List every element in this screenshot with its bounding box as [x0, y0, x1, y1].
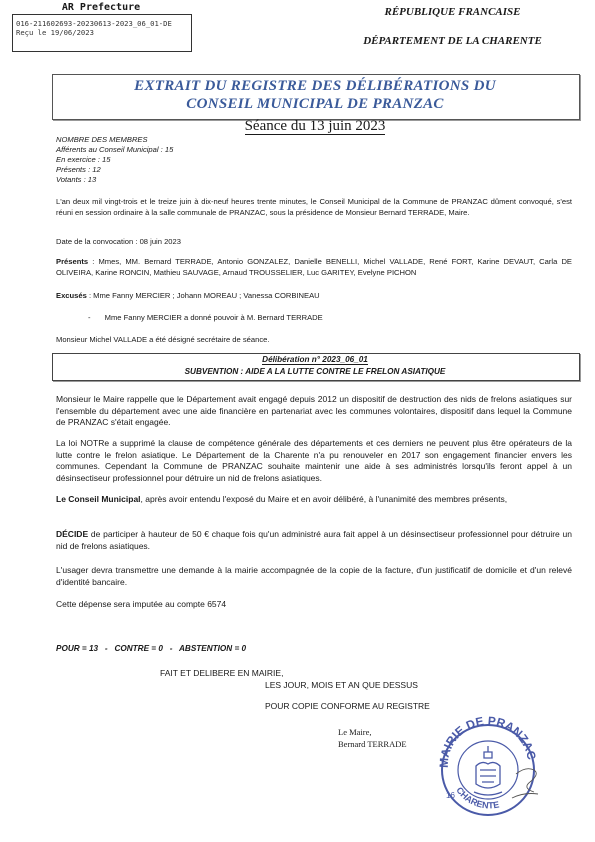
seal-number: 16	[446, 791, 455, 800]
decide-bold: DÉCIDE	[56, 529, 89, 539]
seance-date-text: Séance du 13 juin 2023	[244, 118, 386, 134]
closing-line-1: FAIT ET DELIBERE EN MAIRIE,	[160, 668, 284, 678]
body-paragraph-5: L'usager devra transmettre une demande à la mairie accompagnée de la copie de la facture, d'un justificatif de domicile et d'un relevé d'identité bancaire.	[56, 565, 572, 587]
pouvoir-line	[88, 312, 568, 323]
registre-title-line1: EXTRAIT DU REGISTRE DES DÉLIBÉRATIONS DU	[134, 78, 496, 94]
excuses-label: Excusés	[56, 291, 87, 300]
vote-results: POUR = 13 - CONTRE = 0 - ABSTENTION = 0	[56, 644, 247, 653]
members-presents: Présents : 12	[56, 165, 101, 174]
ar-prefecture-title: AR Prefecture	[61, 2, 141, 13]
body-paragraph-6: Cette dépense sera imputée au compte 6574	[56, 599, 227, 609]
members-block	[56, 135, 173, 185]
body-paragraph-1: Monsieur le Maire rappelle que le Département avait engagé depuis 2012 un dispositif de destruction des nids de frelons asiatiques sur l'ensemble du département avec une aide financière en partenariat avec les communes volontaires, dispositif dans lequel la Commune de PRANZAC s'était engagée.	[56, 394, 572, 427]
deliberation-subject: SUBVENTION : AIDE A LA LUTTE CONTRE LE FRELON ASIATIQUE	[184, 367, 446, 376]
members-afferents: Afférents au Conseil Municipal : 15	[56, 145, 174, 154]
body-paragraph-4-text: de participer à hauteur de 50 € chaque fois qu'un administré aura fait appel à un désinsectiseur professionnel pour détruire un nid de frelons asiatiques.	[56, 529, 572, 551]
ar-received-date: Reçu le 19/06/2023	[16, 28, 94, 37]
departement-heading: DÉPARTEMENT DE LA CHARENTE	[363, 35, 542, 47]
deliberation-number-text: Délibération n° 2023_06_01	[262, 355, 368, 364]
signature-title: Le Maire,	[338, 727, 372, 737]
pouvoir-dash: -	[88, 313, 91, 322]
body-paragraph-2: La loi NOTRe a supprimé la clause de compétence générale des départements et ces derniers ne peuvent plus être opérateurs de la lutte contre le frelon asiatique. Le Département de la Charente n'a pu renouveler en 2017 son engagement financier envers les communes. Cependant la Commune de PRANZAC souhaite maintenir une aide à ses administrés lorsqu'ils feront appel à un désinsectiseur professionnel pour détruire un nid de frelons asiatiques.	[56, 438, 572, 483]
seal-top-text: MAIRIE DE PRANZAC	[436, 713, 539, 769]
seal-bottom-text: CHARENTE	[454, 785, 501, 811]
closing-line-2: LES JOUR, MOIS ET AN QUE DESSUS	[265, 680, 418, 690]
registre-title-line2: CONSEIL MUNICIPAL DE PRANZAC	[186, 96, 444, 112]
deliberation-number	[52, 355, 578, 364]
ar-reference: 016-211602693-20230613-2023_06_01-DE	[16, 19, 172, 28]
convocation-date: Date de la convocation : 08 juin 2023	[56, 237, 181, 246]
secretaire-line: Monsieur Michel VALLADE a été désigné secrétaire de séance.	[56, 335, 270, 344]
seal-emblem-icon	[474, 746, 502, 795]
conseil-municipal-bold: Le Conseil Municipal	[56, 494, 141, 504]
pouvoir-text: Mme Fanny MERCIER a donné pouvoir à M. Bernard TERRADE	[104, 313, 323, 322]
mairie-seal	[430, 712, 548, 820]
presents-paragraph	[56, 256, 572, 278]
presents-label: Présents	[56, 257, 89, 266]
excuses-list: : Mme Fanny MERCIER ; Johann MOREAU ; Vanessa CORBINEAU	[86, 291, 320, 300]
presents-list: : Mmes, MM. Bernard TERRADE, Antonio GONZALEZ, Danielle BENELLI, Michel VALLADE, René FORT, Karine DEVAUT, Carla DE OLIVEIRA, Karine RONCIN, Mathieu SAUVAGE, Arnaud TROUSSELIER, Luc GARITEY, Evelyne PICHON	[56, 257, 572, 277]
seance-date	[52, 118, 578, 135]
body-paragraph-4	[56, 529, 572, 552]
republique-heading: RÉPUBLIQUE FRANCAISE	[384, 6, 521, 18]
closing-line-3: POUR COPIE CONFORME AU REGISTRE	[265, 701, 430, 711]
members-exercice: En exercice : 15	[56, 155, 111, 164]
body-paragraph-3-text: , après avoir entendu l'exposé du Maire et en avoir délibéré, à l'unanimité des membres présents,	[140, 494, 508, 504]
members-heading: NOMBRE DES MEMBRES	[56, 135, 148, 144]
excuses-paragraph	[56, 290, 572, 301]
members-votants: Votants : 13	[56, 175, 97, 184]
intro-paragraph: L'an deux mil vingt-trois et le treize juin à dix-neuf heures trente minutes, le Conseil Municipal de la Commune de PRANZAC dûment convoqué, s'est réuni en session ordinaire à la salle communale de PRANZAC, sous la présidence de Monsieur Bernard TERRADE, Maire.	[56, 197, 572, 217]
body-paragraph-3	[56, 494, 572, 506]
signature-name: Bernard TERRADE	[338, 739, 407, 749]
ar-stamp-content	[16, 19, 172, 37]
